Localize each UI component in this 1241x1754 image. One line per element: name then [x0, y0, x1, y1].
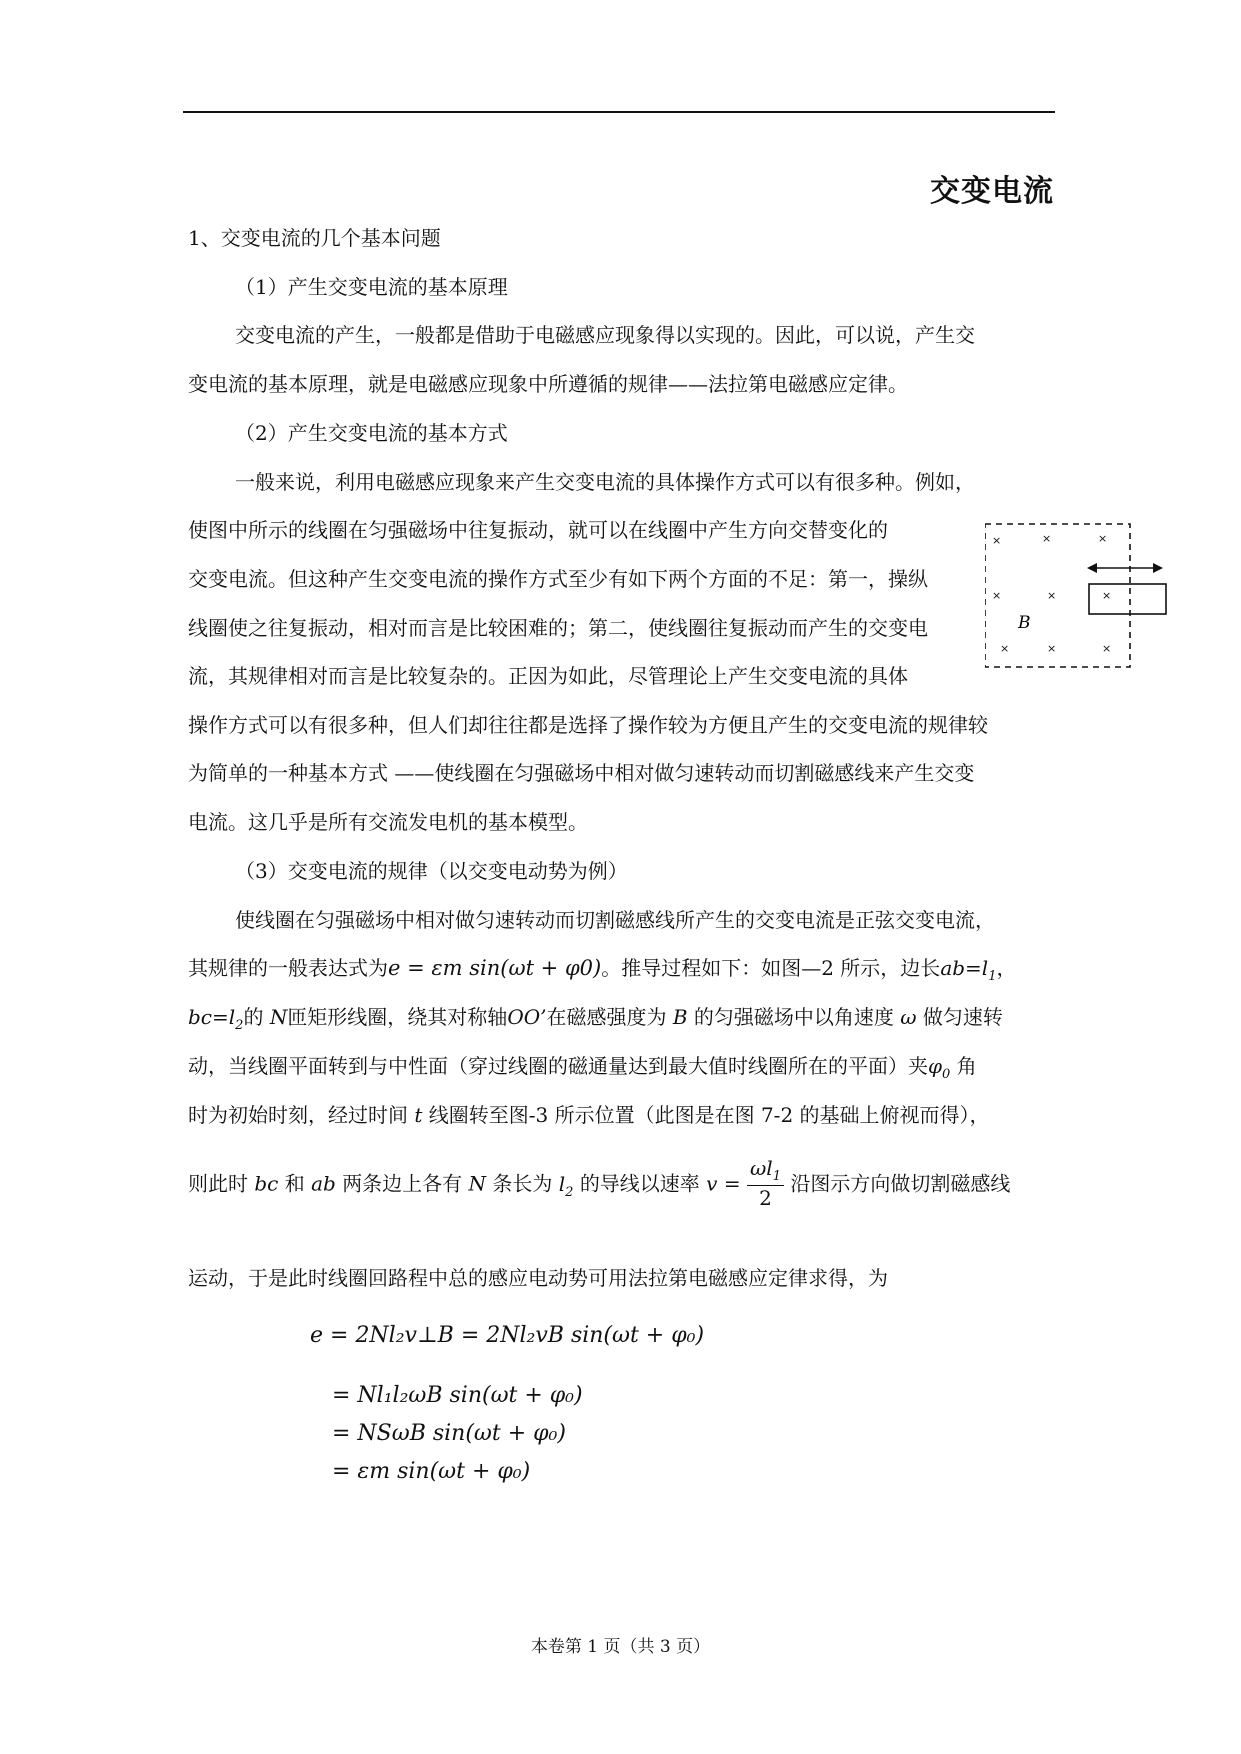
inline-equation: e = εm sin(ωt + φ0) — [388, 956, 602, 980]
paragraph-line: 线圈使之往复振动，相对而言是比较困难的；第二，使线圈往复振动而产生的交变电 — [188, 616, 928, 640]
text-run: 其规律的一般表达式为 — [188, 956, 388, 980]
text-run: 的导线以速率 — [579, 1171, 700, 1196]
subsection-heading-2: （2）产生交变电流的基本方式 — [235, 421, 508, 445]
paragraph-line: 使线圈在匀强磁场中相对做匀速转动而切割磁感线所产生的交变电流是正弦交变电流， — [235, 908, 995, 932]
text-run: 线圈转至图-3 所示位置（此图是在图 7-2 的基础上俯视而得）， — [428, 1103, 990, 1127]
text-run: 做匀速转 — [922, 1005, 1003, 1029]
text-run: 在磁感强度为 — [546, 1005, 667, 1029]
subscript: 0 — [942, 1067, 951, 1082]
symbol — [558, 1171, 574, 1200]
symbol: v — [706, 1171, 718, 1196]
text-run: 和 — [284, 1171, 305, 1196]
page-title: 交变电流 — [930, 174, 1054, 209]
paragraph-line: 电流。这几乎是所有交流发电机的基本模型。 — [188, 810, 588, 834]
paragraph-line: 运动，于是此时线圈回路程中总的感应电动势可用法拉第电磁感应定律求得，为 — [188, 1266, 888, 1290]
symbol: l — [558, 1171, 566, 1196]
text-run: ab=l — [940, 956, 989, 980]
magnetic-field-coil-figure — [985, 522, 1170, 672]
subsection-heading-3: （3）交变电流的规律（以交变电动势为例） — [235, 859, 628, 883]
arrow-head-right — [1153, 563, 1163, 573]
text-run: 的匀强磁场中以角速度 — [693, 1005, 894, 1029]
coil-rectangle — [1089, 584, 1166, 614]
arrow-head-left — [1087, 563, 1097, 573]
symbol: ω — [900, 1005, 917, 1029]
paragraph-line: 为简单的一种基本方式 ——使线圈在匀强磁场中相对做匀速转动而切割磁感线来产生交变 — [188, 761, 975, 785]
field-label: B — [1018, 613, 1031, 633]
symbol: N — [468, 1171, 487, 1196]
subscript: 1 — [988, 969, 997, 984]
text-run: 。推导过程如下：如图—2 所示，边长 — [601, 956, 941, 980]
cross-mark: × — [1102, 589, 1112, 602]
cross-mark: × — [992, 534, 1002, 547]
text-run: 时为初始时刻，经过时间 — [188, 1103, 408, 1127]
text-run: 的 — [243, 1005, 264, 1029]
text-run: 动，当线圈平面转到与中性面（穿过线圈的磁通量达到最大值时线圈所在的平面）夹 — [188, 1054, 928, 1078]
subsection-heading-1: （1）产生交变电流的基本原理 — [235, 275, 508, 299]
subscript: 2 — [565, 1184, 574, 1200]
subscript: 2 — [235, 1018, 244, 1033]
text-run: 角 — [956, 1054, 977, 1078]
text-run: ωl — [749, 1156, 773, 1180]
fraction-numerator — [747, 1158, 784, 1186]
field-crosses — [992, 532, 1111, 655]
text-run: 匝矩形线圈，绕其对称轴 — [287, 1005, 508, 1029]
cross-mark: × — [1047, 642, 1057, 655]
cross-mark: × — [1000, 642, 1010, 655]
paragraph-line: 交变电流的产生，一般都是借助于电磁感应现象得以实现的。因此，可以说，产生交 — [235, 323, 975, 347]
text-run — [940, 956, 997, 984]
paragraph-line-fraction — [188, 1156, 1011, 1210]
text-run: bc=l — [188, 1005, 236, 1029]
cross-mark: × — [1098, 532, 1108, 545]
paragraph-line: 变电流的基本原理，就是电磁感应现象中所遵循的规律——法拉第电磁感应定律。 — [188, 372, 908, 396]
text-run: 两条边上各有 — [342, 1171, 463, 1196]
symbol: t — [414, 1103, 423, 1127]
text-run: 则此时 — [188, 1171, 248, 1196]
text-run: 沿图示方向做切割磁感线 — [790, 1171, 1011, 1196]
equation-line-3: = NSωB sin(ωt + φ₀) — [332, 1421, 566, 1446]
symbol — [928, 1054, 951, 1082]
subscript: 1 — [772, 1169, 781, 1184]
section-heading-1: 1、交变电流的几个基本问题 — [188, 226, 441, 250]
paragraph-line — [188, 1105, 990, 1125]
cross-mark: × — [992, 589, 1002, 602]
cross-mark: × — [1102, 642, 1112, 655]
paragraph-line: 交变电流。但这种产生交变电流的操作方式至少有如下两个方面的不足：第一，操纵 — [188, 567, 928, 591]
header-rule — [183, 111, 1055, 113]
symbol: = — [723, 1171, 741, 1196]
paragraph-line: 一般来说，利用电磁感应现象来产生交变电流的具体操作方式可以有很多种。例如， — [235, 470, 975, 494]
text-run — [188, 1005, 244, 1033]
paragraph-line — [188, 1056, 977, 1081]
paragraph-line — [188, 1007, 1003, 1032]
text-run: 条长为 — [492, 1171, 553, 1196]
symbol: N — [269, 1005, 288, 1029]
symbol: φ — [928, 1054, 943, 1078]
equation-line-2: = Nl₁l₂ωB sin(ωt + φ₀) — [332, 1383, 583, 1408]
symbol: OO’ — [507, 1005, 547, 1029]
paragraph-line: 流，其规律相对而言是比较复杂的。正因为如此，尽管理论上产生交变电流的具体 — [188, 664, 908, 688]
paragraph-line: 使图中所示的线圈在匀强磁场中往复振动，就可以在线圈中产生方向交替变化的 — [188, 518, 888, 542]
cross-mark: × — [1042, 532, 1052, 545]
paragraph-line-expression: 其规律的一般表达式为e = εm sin(ωt + φ0)。推导过程如下：如图—2 所示，边长$ab=l_1$， — [188, 956, 1017, 984]
fraction-denominator: 2 — [759, 1186, 772, 1210]
equation-line-1: e = 2Nl₂v⊥B = 2Nl₂vB sin(ωt + φ₀) — [310, 1323, 705, 1348]
symbol: B — [672, 1005, 688, 1029]
fraction — [747, 1158, 784, 1208]
symbol: ab — [311, 1171, 336, 1196]
equation-line-4: = εm sin(ωt + φ₀) — [332, 1459, 531, 1484]
paragraph-line: 操作方式可以有很多种，但人们却往往都是选择了操作较为方便且产生的交变电流的规律较 — [188, 713, 988, 737]
page-footer: 本卷第 1 页（共 3 页） — [530, 1637, 711, 1657]
cross-mark: × — [1047, 589, 1057, 602]
symbol: bc — [254, 1171, 279, 1196]
